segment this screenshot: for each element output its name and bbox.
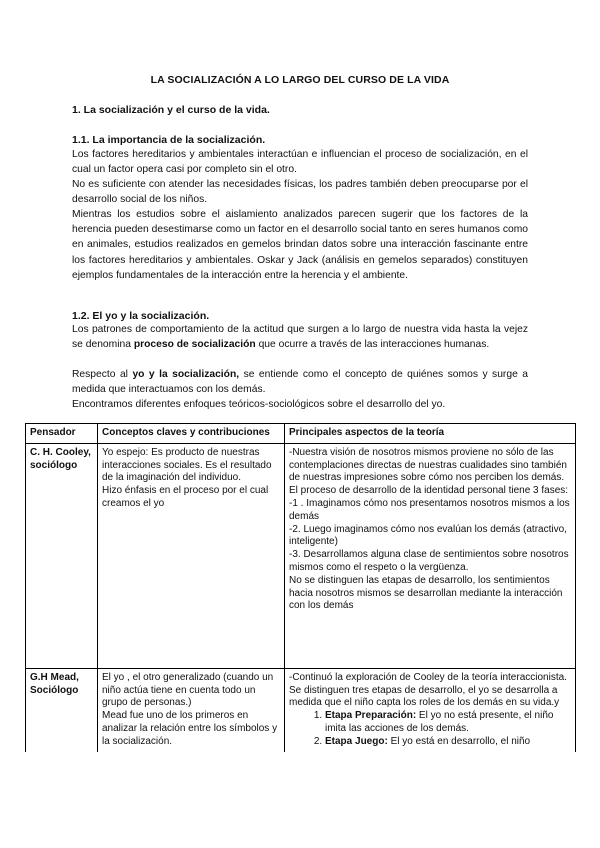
concepts-cell xyxy=(98,443,285,668)
theory-text: -3. Desarrollamos alguna clase de sentimientos sobre nosotros mismos como el respeto o la vergüenza. xyxy=(289,549,569,573)
concept-text: Hizo énfasis en el proceso por el cual creamos el yo xyxy=(102,485,269,509)
concepts-cell xyxy=(98,668,285,751)
theory-text: No se distinguen las etapas de desarrollo, los sentimientos hacia nosotros mismos se desarrollan mediante la interacción con los demás xyxy=(289,574,563,612)
theory-cell xyxy=(285,443,576,668)
text-run: que ocurre a través de las interacciones humanas. xyxy=(255,339,490,351)
theory-text: -2. Luego imaginamos cómo nos evalúan los demás (atractivo, inteligente) xyxy=(289,523,567,548)
column-header-thinker: Pensador xyxy=(26,424,98,444)
theory-text: El proceso de desarrollo de la identidad personal tiene 3 fases: xyxy=(289,485,569,497)
list-item xyxy=(325,710,571,736)
stage-text: El yo está en desarrollo, el niño xyxy=(387,735,531,747)
document-title: LA SOCIALIZACIÓN A LO LARGO DEL CURSO DE LA VIDA xyxy=(150,74,450,86)
theory-text: -Continuó la exploración de Cooley de la teoría interaccionista. Se distinguen tres etapas de desarrollo, el yo se desarrolla a medida que el niño capta los roles de los demás en su vida.y xyxy=(289,671,567,709)
column-header-concepts: Conceptos claves y contribuciones xyxy=(98,424,285,444)
concept-text: Mead fue uno de los primeros en analizar la relación entre los símbolos y la socialización. xyxy=(102,710,278,747)
table-row-mead xyxy=(26,668,576,751)
text-run: Los patrones de comportamiento de la actitud que surgen a lo largo de nuestra vida hasta la vejez se denomina xyxy=(72,324,528,351)
section-1-2-heading: 1.2. El yo y la socialización. xyxy=(72,310,210,322)
table-header-row xyxy=(26,424,576,444)
stage-label: Etapa Juego: xyxy=(325,735,388,747)
thinker-cell: G.H Mead, Sociólogo xyxy=(26,668,98,751)
thinker-cell: C. H. Cooley, sociólogo xyxy=(26,443,98,668)
section-1-2-paragraph-3: Encontramos diferentes enfoques teóricos-sociológicos sobre el desarrollo del yo. xyxy=(72,399,446,410)
concept-text: El yo , el otro generalizado (cuando un niño actúa tiene en cuenta todo un grupo de personas.) xyxy=(102,671,274,709)
list-item xyxy=(325,736,571,749)
table-row-cooley xyxy=(26,443,576,668)
concept-text: Yo espejo: Es producto de nuestras interacciones sociales. Es el resultado de la imaginación del individuo. xyxy=(102,446,272,484)
theory-cell xyxy=(285,668,576,751)
section-1-1-paragraph-1: Los factores hereditarios y ambientales interactúan e influencian el proceso de socialización, en el cual un factor opera casi por completo sin el otro. xyxy=(72,149,528,176)
bold-term-socialization-process: proceso de socialización xyxy=(133,339,256,351)
theorists-table xyxy=(25,423,576,752)
section-1-1-paragraph-2: No es suficiente con atender las necesidades físicas, los padres también deben preocuparse por el desarrollo social de los niños. xyxy=(72,179,528,206)
section-1-2-paragraph-1 xyxy=(72,322,528,352)
theory-text: -Nuestra visión de nosotros mismos proviene no sólo de las contemplaciones directas de nuestras cualidades sino también de nuestras impresiones sobre cómo nos perciben los demás. xyxy=(289,446,567,484)
theory-text: -1 . Imaginamos cómo nos presentamos nosotros mismos a los demás xyxy=(289,497,570,522)
section-1-heading: 1. La socialización y el curso de la vida. xyxy=(72,104,270,116)
stage-text: El yo no está presente, el niño imita las acciones de los demás. xyxy=(325,710,554,734)
text-run: se entiende como el concepto de quiénes somos y surge a medida que interactuamos con los demás. xyxy=(72,369,528,396)
column-header-theory: Principales aspectos de la teoría xyxy=(285,424,576,444)
section-1-1-heading: 1.1. La importancia de la socialización. xyxy=(72,134,266,146)
text-run: Respecto al xyxy=(72,369,133,380)
stage-label: Etapa Preparación: xyxy=(325,710,417,722)
bold-term-self: yo y la socialización, xyxy=(132,369,240,380)
stages-list xyxy=(289,710,571,748)
section-1-1-paragraph-3: Mientras los estudios sobre el aislamiento analizados parecen sugerir que los factores de la herencia pueden desestimarse como un factor en el desarrollo social tanto en seres humanos como en animales, estudios realizados en gemelos brindan datos sobre una interacción fascinante entre los factores hereditarios y ambientales. Oskar y Jack (análisis en gemelos separados) constituyen ejemplos fundamentales de la interacción entre la herencia y el ambiente. xyxy=(72,209,528,281)
section-1-2-paragraph-2 xyxy=(72,367,528,397)
